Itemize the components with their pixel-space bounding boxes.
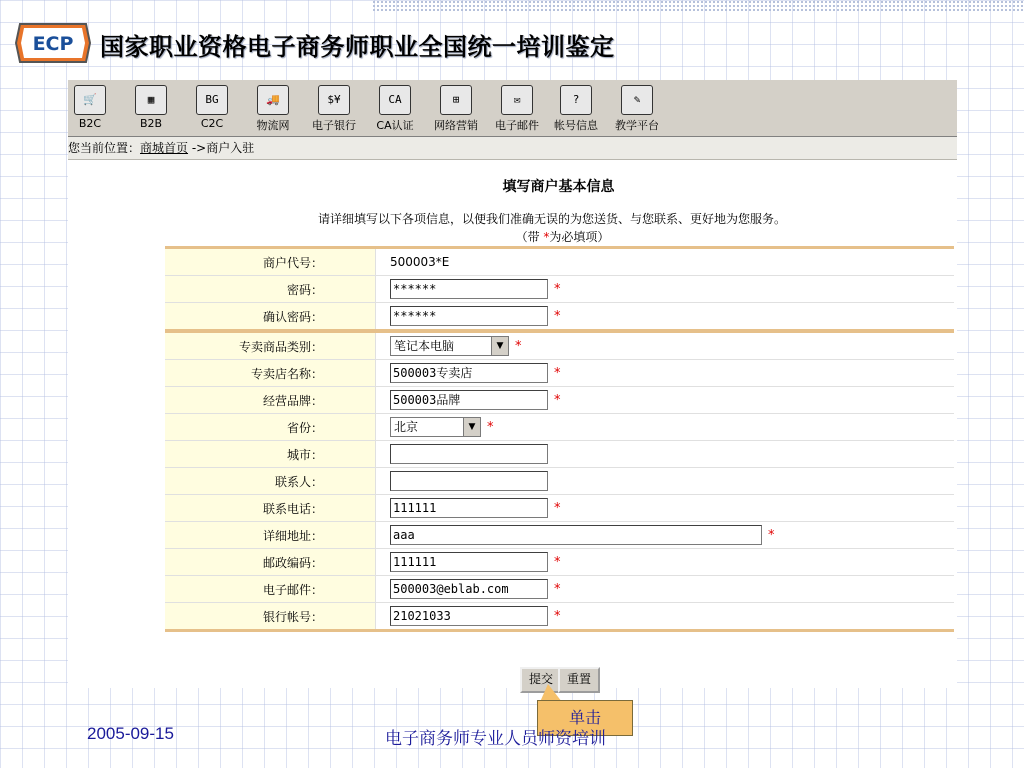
form-row-province: [165, 414, 954, 441]
truck-icon: 🚚: [257, 85, 289, 115]
boxes-icon: ▦: [135, 85, 167, 115]
required-note-suffix: 为必填项）: [549, 230, 610, 244]
toolbar-account[interactable]: [546, 85, 606, 133]
merchant-id-value: 500003*E: [390, 255, 450, 269]
field-label: 城市：: [165, 441, 376, 468]
required-star: *: [554, 608, 561, 624]
city-field[interactable]: [390, 444, 548, 464]
field-label: 经营品牌：: [165, 387, 376, 414]
required-star: *: [554, 554, 561, 570]
toolbar-label: 电子邮件: [495, 119, 539, 132]
postcode-field[interactable]: 111111: [390, 552, 548, 572]
toolbar-teaching[interactable]: [607, 85, 667, 133]
phone-field[interactable]: 111111: [390, 498, 548, 518]
form-row-email: [165, 576, 954, 603]
province-select-value: 北京: [394, 420, 419, 434]
bank-account-field[interactable]: 21021033: [390, 606, 548, 626]
breadcrumb-prefix: 您当前位置：: [68, 141, 141, 155]
field-label: 省份：: [165, 414, 376, 441]
toolbar-marketing[interactable]: [426, 85, 486, 133]
nav-toolbar: [68, 80, 957, 137]
form-row-store-name: [165, 360, 954, 387]
form-row-confirm-password: [165, 303, 954, 332]
reset-button[interactable]: 重置: [558, 667, 600, 693]
network-icon: ⊞: [440, 85, 472, 115]
certificate-icon: CA: [379, 85, 411, 115]
breadcrumb-current: ->商户入驻: [188, 141, 255, 155]
form-row-postcode: [165, 549, 954, 576]
submit-button[interactable]: 提交: [520, 667, 562, 693]
required-star: *: [768, 527, 775, 543]
logo-text: ECP: [32, 33, 74, 55]
toolbar-label: 教学平台: [615, 119, 659, 132]
address-field[interactable]: aaa: [390, 525, 762, 545]
category-select-value: 笔记本电脑: [394, 339, 455, 353]
ecp-logo-icon: [14, 20, 92, 66]
required-star: *: [554, 308, 561, 324]
mail-icon: ✉: [501, 85, 533, 115]
click-callout: 单击: [537, 700, 633, 736]
category-select[interactable]: [390, 336, 509, 356]
form-row-phone: [165, 495, 954, 522]
slide-title: 国家职业资格电子商务师职业全国统一培训鉴定: [100, 33, 615, 61]
toolbar-c2c[interactable]: [182, 85, 242, 130]
form-row-city: [165, 441, 954, 468]
required-star: *: [554, 500, 561, 516]
required-note-prefix: （带: [515, 230, 544, 244]
form-row-password: [165, 276, 954, 303]
form-title: [68, 176, 957, 196]
form-row-address: [165, 522, 954, 549]
toolbar-label: 网络营销: [434, 119, 478, 132]
field-label: 商户代号：: [165, 248, 376, 276]
toolbar-label: 帐号信息: [554, 119, 598, 132]
toolbar-ca[interactable]: [365, 85, 425, 133]
toolbar-label: B2B: [139, 117, 163, 130]
contact-field[interactable]: [390, 471, 548, 491]
toolbar-b2c[interactable]: [60, 85, 120, 130]
toolbar-label: CA认证: [376, 119, 414, 132]
chevron-down-icon: ▼: [491, 337, 508, 355]
store-name-field[interactable]: 500003专卖店: [390, 363, 548, 383]
field-label: 联系人：: [165, 468, 376, 495]
cart-icon: 🛒: [74, 85, 106, 115]
merchant-form-table: [165, 246, 954, 632]
footer-date: 2005-09-15: [87, 724, 174, 743]
required-star: *: [554, 392, 561, 408]
confirm-password-field[interactable]: ******: [390, 306, 548, 326]
form-row-bank-account: [165, 603, 954, 631]
tools-icon: ✎: [621, 85, 653, 115]
browser-page: [68, 80, 957, 688]
field-label: 密码：: [165, 276, 376, 303]
breadcrumb: [68, 137, 957, 160]
toolbar-label: B2C: [78, 117, 102, 130]
form-row-category: [165, 331, 954, 360]
required-star: *: [554, 281, 561, 297]
required-star: *: [487, 419, 494, 435]
toolbar-logistics[interactable]: [243, 85, 303, 133]
form-row-merchant-id: [165, 248, 954, 276]
form-row-brand: [165, 387, 954, 414]
toolbar-email[interactable]: [487, 85, 547, 133]
breadcrumb-home-link[interactable]: 商城首页: [140, 141, 189, 155]
decorative-dot-strip: [372, 0, 1024, 12]
field-label: 电子邮件：: [165, 576, 376, 603]
toolbar-ebank[interactable]: [304, 85, 364, 133]
help-icon: ?: [560, 85, 592, 115]
form-instruction: 请详细填写以下各项信息，以便我们准确无误的为您送货、与您联系、更好地为您服务。: [318, 212, 787, 226]
c2c-icon: BG: [196, 85, 228, 115]
required-note: [68, 228, 957, 245]
required-star: *: [554, 581, 561, 597]
bank-icon: $¥: [318, 85, 350, 115]
field-label: 联系电话：: [165, 495, 376, 522]
toolbar-label: 电子银行: [312, 119, 356, 132]
toolbar-label: C2C: [200, 117, 224, 130]
toolbar-label: 物流网: [256, 119, 290, 132]
required-star: *: [515, 338, 522, 354]
email-field[interactable]: 500003@eblab.com: [390, 579, 548, 599]
field-label: 专卖店名称：: [165, 360, 376, 387]
footer-caption: 电子商务师专业人员师资培训: [385, 729, 606, 749]
field-label: 详细地址：: [165, 522, 376, 549]
field-label: 确认密码：: [165, 303, 376, 332]
required-star: *: [554, 365, 561, 381]
field-label: 专卖商品类别：: [165, 331, 376, 360]
required-note-star: *: [543, 230, 550, 244]
password-field[interactable]: ******: [390, 279, 548, 299]
brand-field[interactable]: 500003品牌: [390, 390, 548, 410]
form-title-text: 填写商户基本信息: [502, 179, 615, 195]
toolbar-b2b[interactable]: [121, 85, 181, 130]
chevron-down-icon: ▼: [463, 418, 480, 436]
field-label: 邮政编码：: [165, 549, 376, 576]
form-row-contact: [165, 468, 954, 495]
field-label: 银行帐号：: [165, 603, 376, 631]
province-select[interactable]: [390, 417, 481, 437]
